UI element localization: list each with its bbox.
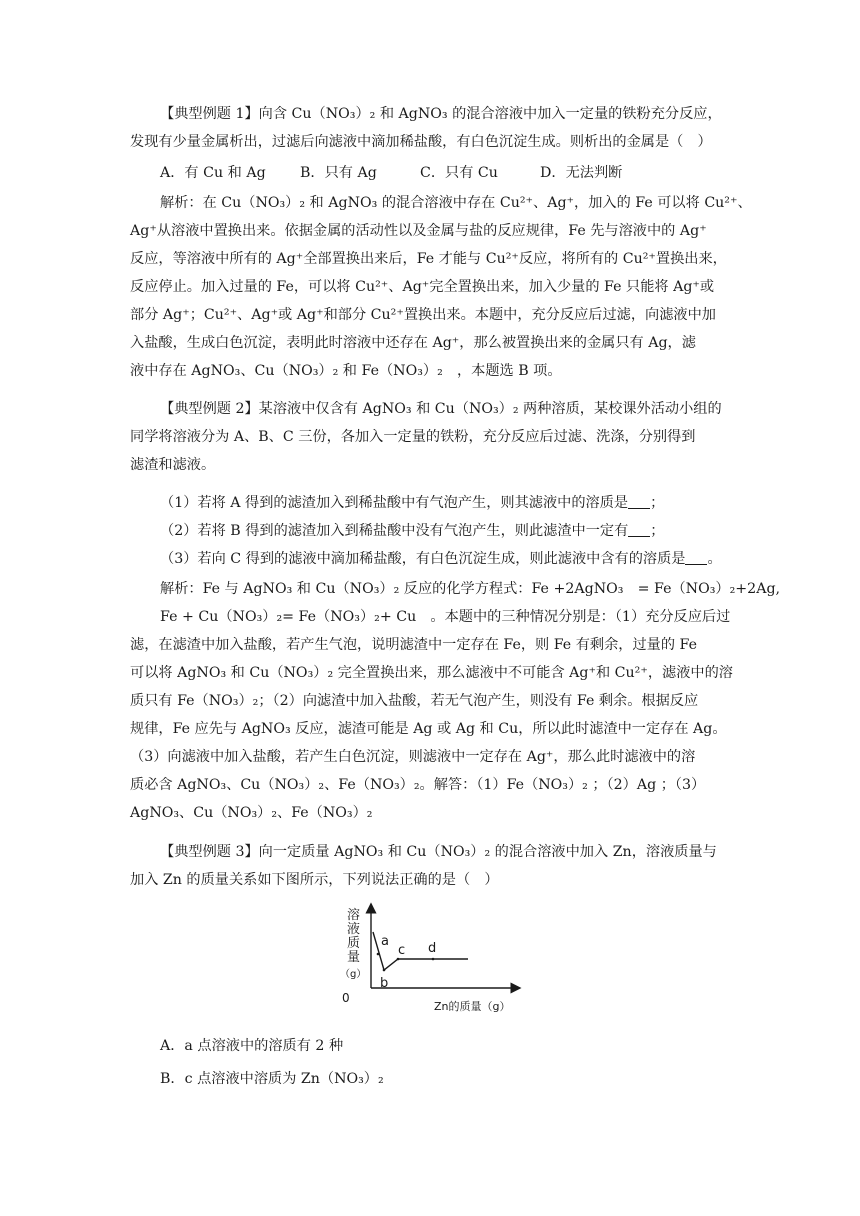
example3-line1: 【典型例题 3】向一定质量 AgNO₃ 和 Cu（NO₃）₂ 的混合溶液中加入 Zn，溶液质量与 (160, 844, 717, 860)
example2-question1: （1）若将 A 得到的滤渣加入到稀盐酸中有气泡产生，则其滤液中的溶质是 ； (160, 495, 665, 511)
example2-analysis-line: 质只有 Fe（NO₃）₂；（2）向滤渣中加入盐酸，若无气泡产生，则没有 Fe 剩余。根据反应 (130, 693, 699, 709)
option-b: B．只有 Ag (300, 165, 377, 181)
example1-line1: 【典型例题 1】向含 Cu（NO₃）₂ 和 AgNO₃ 的混合溶液中加入一定量的铁粉充分反应， (160, 106, 722, 122)
point-a-label: a (381, 934, 389, 949)
example3-heading: 【典型例题 3】 (160, 844, 259, 860)
y-label-char: 液 (347, 922, 361, 937)
point-b (383, 969, 386, 972)
x-axis-label: Zn的质量（g） (434, 1000, 511, 1013)
example3-option-a: A．a 点溶液中的溶质有 2 种 (160, 1038, 344, 1054)
example1-analysis-line: 液中存在 AgNO₃、Cu（NO₃）₂ 和 Fe（NO₃）₂ ，本题选 B 项。 (130, 363, 562, 379)
origin-label: 0 (342, 991, 350, 1005)
answer-blank (685, 550, 707, 565)
example2-line3: 滤渣和滤液。 (130, 457, 216, 473)
example1-analysis-line: 解析：在 Cu（NO₃）₂ 和 AgNO₃ 的混合溶液中存在 Cu²⁺、Ag⁺，加入的 Fe 可以将 Cu²⁺、 (160, 195, 752, 211)
option-d: D．无法判断 (540, 165, 623, 181)
y-label-char: 质 (347, 936, 361, 951)
answer-blank (628, 494, 650, 509)
point-a (377, 953, 380, 956)
example1-analysis-line: Ag⁺从溶液中置换出来。依据金属的活动性以及金属与盐的反应规律，Fe 先与溶液中的 Ag⁺ (130, 223, 707, 239)
option-a: A．有 Cu 和 Ag (160, 165, 266, 181)
example2-analysis-line: 规律，Fe 应先与 AgNO₃ 反应，滤渣可能是 Ag 或 Ag 和 Cu，所以此时滤渣中一定存在 Ag。 (130, 721, 727, 737)
example2-analysis-line: 滤，在滤渣中加入盐酸，若产生气泡，说明滤渣中一定存在 Fe，则 Fe 有剩余，过量的 Fe (130, 637, 697, 653)
example1-analysis-line: 反应，等溶液中所有的 Ag⁺全部置换出来后，Fe 才能与 Cu²⁺反应，将所有的 Cu²⁺置换出来， (130, 251, 727, 267)
answer-blank (628, 522, 650, 537)
y-label-char: 量 (347, 950, 361, 965)
point-d (432, 958, 435, 961)
example2-question3: （3）若向 C 得到的滤液中滴加稀盐酸，有白色沉淀生成，则此滤液中含有的溶质是 。 (160, 551, 722, 567)
point-b-label: b (380, 976, 389, 991)
y-label-char: 溶 (347, 908, 361, 923)
example3-option-b: B．c 点溶液中溶质为 Zn（NO₃）₂ (160, 1071, 384, 1087)
example3-line2: 加入 Zn 的质量关系如下图所示，下列说法正确的是（ ） (130, 872, 499, 888)
example1-analysis-line: 部分 Ag⁺；Cu²⁺、Ag⁺或 Ag⁺和部分 Cu²⁺置换出来。本题中，充分反应后过滤，向滤液中加 (130, 307, 716, 323)
example1-options (160, 159, 622, 187)
example2-question2: （2）若将 B 得到的滤渣加入到稀盐酸中没有气泡产生，则此滤渣中一定有 ； (160, 523, 665, 539)
example1-line2: 发现有少量金属析出，过滤后向滤液中滴加稀盐酸，有白色沉淀生成。则析出的金属是（ ） (130, 134, 712, 150)
example2-analysis-line: 可以将 AgNO₃ 和 Cu（NO₃）₂ 完全置换出来，那么滤液中不可能含 Ag⁺和 Cu²⁺，滤液中的溶 (130, 665, 733, 681)
example2-heading: 【典型例题 2】 (160, 401, 259, 417)
option-c: C．只有 Cu (420, 165, 498, 181)
example1-analysis-line: 反应停止。加入过量的 Fe，可以将 Cu²⁺、Ag⁺完全置换出来，加入少量的 Fe 只能将 Ag⁺或 (130, 279, 715, 295)
example1-analysis-line: 入盐酸，生成白色沉淀，表明此时溶液中还存在 Ag⁺，那么被置换出来的金属只有 Ag，滤 (130, 335, 696, 351)
example2-analysis-line: 解析：Fe 与 AgNO₃ 和 Cu（NO₃）₂ 反应的化学方程式：Fe +2AgNO₃ = Fe（NO₃）₂+2Ag, (160, 581, 781, 597)
y-unit-label: （g） (340, 969, 367, 980)
point-c-label: c (398, 943, 406, 958)
example2-analysis-line: （3）向滤液中加入盐酸，若产生白色沉淀，则滤液中一定存在 Ag⁺，那么此时滤液中的溶 (130, 749, 696, 765)
example2-analysis-line: Fe + Cu（NO₃）₂= Fe（NO₃）₂+ Cu 。本题中的三种情况分别是：（1）充分反应后过 (160, 609, 731, 625)
example2-line2: 同学将溶液分为 A、B、C 三份，各加入一定量的铁粉，充分反应后过滤、洗涤，分别得到 (130, 429, 696, 445)
point-c (397, 958, 400, 961)
solution-mass-graph (338, 902, 524, 1020)
example1-heading: 【典型例题 1】 (160, 106, 259, 122)
example2-analysis-line: 质必含 AgNO₃、Cu（NO₃）₂、Fe（NO₃）₂。解答：（1）Fe（NO₃）₂ ；（2）Ag ；（3） (130, 777, 706, 793)
example2-line1: 【典型例题 2】某溶液中仅含有 AgNO₃ 和 Cu（NO₃）₂ 两种溶质，某校课外活动小组的 (160, 401, 722, 417)
example2-analysis-line: AgNO₃、Cu（NO₃）₂、Fe（NO₃）₂ (130, 805, 373, 821)
point-d-label: d (428, 941, 437, 956)
